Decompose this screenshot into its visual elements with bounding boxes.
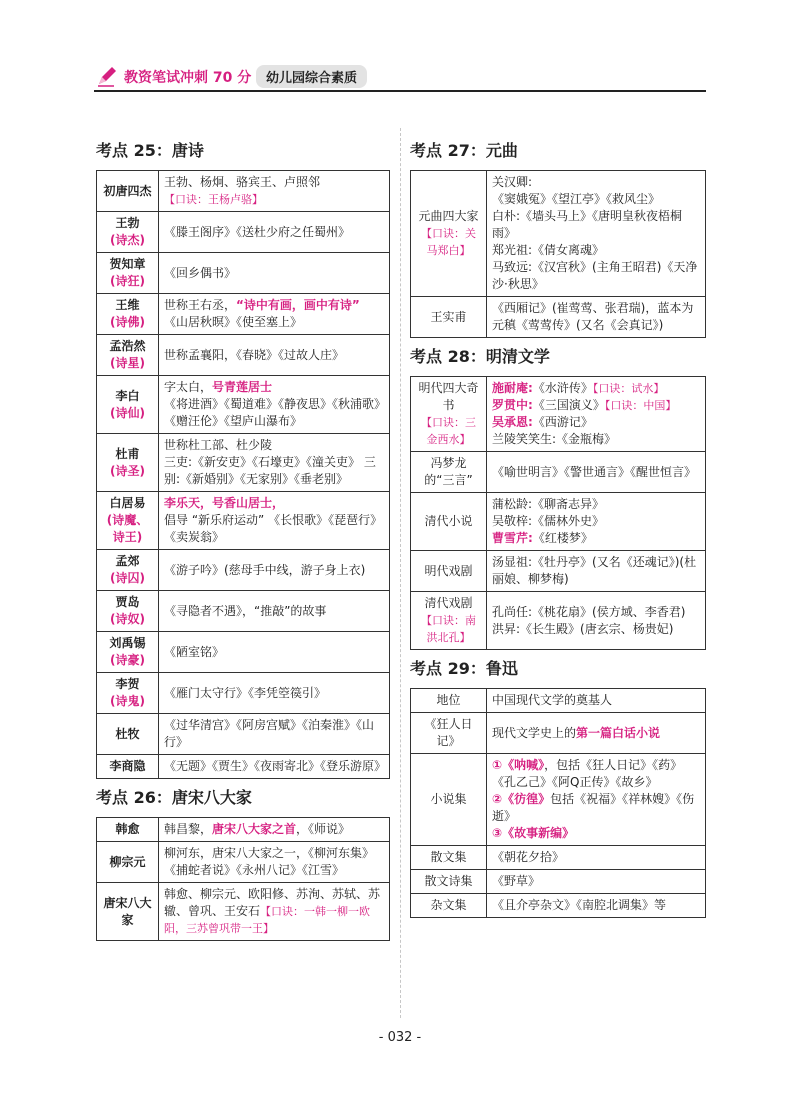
poet-name: 杜牧: [115, 726, 140, 741]
poet-title: (诗狂): [110, 274, 145, 288]
works: 《倩女离魂》: [532, 243, 605, 257]
row-label: [97, 294, 159, 335]
works: 《三国演义》: [532, 398, 605, 412]
poet-title: (诗豪): [110, 653, 145, 667]
poet-name: 贾岛: [115, 595, 140, 609]
table-row: [97, 434, 390, 492]
table-row: [97, 883, 390, 941]
row-label: 柳宗元: [97, 842, 159, 883]
text: 世称杜工部、杜少陵: [164, 438, 273, 452]
column-divider: [400, 128, 401, 1018]
section-25-title: 考点 25：唐诗: [96, 141, 204, 160]
row-label: 王实甫: [411, 297, 487, 338]
row-label: [97, 492, 159, 550]
row-label: 杂文集: [411, 894, 487, 918]
author: 吴敬梓:: [492, 514, 533, 528]
text: ，包括《狂人日记》《药》《孔乙己》《阿Q正传》《故乡》: [492, 758, 683, 789]
works: 《桃花扇》(侯方域、李香君): [532, 604, 686, 619]
row-label: 明代戏剧: [411, 551, 487, 592]
page-header: [94, 62, 706, 92]
poet-name: 王勃: [115, 216, 140, 230]
poet-title: (诗佛): [110, 315, 145, 329]
poet-name: 初唐四杰: [103, 183, 152, 198]
row-content: 《西厢记》(崔莺莺、张君瑞)，蓝本为元稹《莺莺传》(又名《会真记》): [487, 297, 706, 338]
mnemonic: 【口诀：南洪北孔】: [421, 614, 476, 644]
section-26-title: 考点 26：唐宋八大家: [96, 788, 252, 807]
text: 《滕王阁序》《送杜少府之任蜀州》: [164, 224, 351, 239]
poet-name: 王维: [115, 298, 140, 312]
author: 洪昇:: [492, 621, 521, 636]
poet-title: (诗杰): [110, 233, 145, 247]
table-row: [97, 591, 390, 632]
row-content: [159, 673, 390, 714]
text: 《无题》《贾生》《夜雨寄北》《登乐游原》: [164, 759, 387, 773]
list-item: [492, 174, 700, 208]
row-label: [97, 434, 159, 492]
table-row: [411, 171, 706, 297]
row-label: [97, 550, 159, 591]
author: 施耐庵:: [492, 381, 533, 395]
right-column: [410, 140, 706, 918]
list-item: [492, 380, 700, 397]
poet-title: (诗仙): [110, 405, 145, 420]
list-item: [492, 242, 700, 259]
table-row: [411, 493, 706, 551]
table-row: [97, 755, 390, 779]
table-row: [97, 673, 390, 714]
text: 《回乡偶书》: [164, 265, 237, 280]
works: 《西游记》: [532, 415, 593, 429]
row-content: 《朝花夕拾》: [487, 846, 706, 870]
header-rule: [94, 90, 706, 92]
author: 曹雪芹:: [492, 531, 533, 545]
poet-title: (诗鬼): [110, 694, 145, 708]
poet-name: 孟浩然: [109, 339, 146, 353]
text: 韩愈、柳宗元、欧阳修、苏洵、苏轼、苏辙、曾巩、王安石: [164, 887, 381, 918]
row-label: 韩愈: [97, 818, 159, 842]
mnemonic: 【口诀：王杨卢骆】: [164, 193, 263, 206]
page-number: - 032 -: [378, 1030, 422, 1045]
table-row: [97, 818, 390, 842]
table-row: [411, 713, 706, 754]
list-item: [492, 397, 700, 414]
text: 世称王右丞，: [164, 298, 237, 312]
tang-poetry-table: [96, 170, 390, 779]
author: 白朴:: [492, 209, 521, 223]
row-content: [159, 714, 390, 755]
table-row: [411, 592, 706, 650]
text: 王勃、杨炯、骆宾王、卢照邻: [164, 175, 321, 189]
works: 《汉宫秋》(主角王昭君)《天净沙·秋思》: [492, 260, 698, 291]
list-item: [492, 259, 700, 293]
row-content: [487, 592, 706, 650]
text: 《陋室铭》: [164, 644, 225, 659]
text: 倡导 “新乐府运动” 《长恨歌》《琵琶行》《卖炭翁》: [164, 513, 383, 544]
text: 三吏:《新安吏》《石壕吏》《潼关吏》 三别:《新婚别》《无家别》《垂老别》: [164, 455, 376, 486]
table-row: [411, 377, 706, 452]
row-label: [97, 171, 159, 212]
list-item: [492, 208, 700, 242]
highlight: 第一篇白话小说: [576, 725, 661, 740]
table-row: [97, 714, 390, 755]
works: 《墙头马上》《唐明皇秋夜梧桐雨》: [492, 209, 683, 240]
table-row: [97, 632, 390, 673]
text: 《游子吟》(慈母手中线，游子身上衣): [164, 562, 366, 577]
table-row: [97, 492, 390, 550]
line: [492, 791, 700, 825]
row-content: [159, 492, 390, 550]
row-label: 唐宋八大家: [97, 883, 159, 941]
row-label: 清代小说: [411, 493, 487, 551]
table-row: [411, 894, 706, 918]
poet-title: (诗星): [110, 356, 145, 370]
ming-qing-table: [410, 376, 706, 650]
author: 郑光祖:: [492, 243, 533, 257]
highlight: 号青莲居士: [212, 380, 273, 394]
row-label: [97, 673, 159, 714]
row-content: [487, 754, 706, 846]
group-label: 清代戏剧: [424, 596, 473, 610]
table-row: [97, 212, 390, 253]
row-label: [411, 171, 487, 297]
section-29-title: 考点 29：鲁迅: [410, 659, 518, 678]
row-label: [97, 755, 159, 779]
text: 韩昌黎，: [164, 822, 213, 836]
row-content: [159, 842, 390, 883]
row-label: [97, 212, 159, 253]
works: 《水浒传》: [532, 381, 593, 395]
poet-name: 杜甫: [115, 446, 140, 461]
table-row: [97, 171, 390, 212]
author: 关汉卿:: [492, 175, 533, 189]
row-label: [97, 253, 159, 294]
poet-title: (诗囚): [110, 571, 145, 585]
list-item: [492, 513, 700, 530]
poet-title: (诗圣): [110, 463, 145, 478]
row-label: [97, 335, 159, 376]
eight-masters-table: [96, 817, 390, 941]
author: 蒲松龄:: [492, 497, 533, 511]
table-row: [97, 294, 390, 335]
poet-title: (诗魔、诗王): [106, 513, 149, 544]
author: 马致远:: [492, 260, 533, 274]
works: 《窦娥冤》《望江亭》《救风尘》: [492, 192, 661, 206]
text: 世称孟襄阳，《春晓》《过故人庄》: [164, 347, 345, 362]
row-content: 中国现代文学的奠基人: [487, 689, 706, 713]
poet-name: 李商隐: [109, 759, 146, 773]
highlight: “诗中有画，画中有诗”: [236, 298, 360, 312]
section-27-title: 考点 27：元曲: [410, 141, 518, 160]
poet-name: 白居易: [109, 496, 146, 510]
row-content: [487, 171, 706, 297]
row-content: [159, 550, 390, 591]
table-row: [411, 689, 706, 713]
yuan-qu-table: [410, 170, 706, 338]
table-row: [411, 551, 706, 592]
row-content: [159, 632, 390, 673]
works: 《聊斋志异》: [532, 497, 605, 511]
row-content: 《喻世明言》《警世通言》《醒世恒言》: [487, 452, 706, 493]
row-content: [487, 713, 706, 754]
row-label: [97, 714, 159, 755]
row-content: [159, 591, 390, 632]
table-row: [97, 376, 390, 434]
row-content: [159, 755, 390, 779]
table-row: [97, 550, 390, 591]
list-item: [492, 604, 700, 621]
works: 《金瓶梅》: [556, 432, 617, 446]
text: 包括《祝福》《祥林嫂》《伤逝》: [492, 792, 695, 823]
highlight: ③《故事新编》: [492, 826, 575, 840]
row-content: [159, 883, 390, 941]
highlight: ②《彷徨》: [492, 792, 551, 806]
row-content: 汤显祖:《牡丹亭》(又名《还魂记》)(杜丽娘、柳梦梅): [487, 551, 706, 592]
author: 吴承恩:: [492, 415, 533, 429]
table-row: [411, 754, 706, 846]
mnemonic: 【口诀：一韩一柳一欧阳，三苏曾巩带一王】: [164, 905, 371, 935]
row-label: [411, 377, 487, 452]
poet-title: (诗奴): [110, 612, 145, 626]
row-content: [159, 212, 390, 253]
text: 《山居秋暝》《使至塞上》: [164, 315, 303, 329]
row-content: [159, 376, 390, 434]
author: 罗贯中:: [492, 398, 533, 412]
table-row: [97, 842, 390, 883]
poet-name: 贺知章: [109, 257, 146, 271]
mnemonic: 【口诀：中国】: [604, 399, 677, 412]
row-content: [159, 434, 390, 492]
left-column: [96, 140, 390, 941]
mnemonic: 【口诀：试水】: [592, 382, 665, 395]
list-item: [492, 621, 700, 638]
row-label: [97, 591, 159, 632]
section-28-title: 考点 28：明清文学: [410, 347, 550, 366]
row-label: 小说集: [411, 754, 487, 846]
table-row: [97, 253, 390, 294]
poet-name: 李贺: [115, 677, 140, 691]
table-row: [411, 297, 706, 338]
pencil-icon: [96, 65, 118, 87]
header-title: 教资笔试冲刺 70 分: [124, 70, 252, 86]
row-content: 《野草》: [487, 870, 706, 894]
row-label: 冯梦龙的“三言”: [411, 452, 487, 493]
poet-name: 刘禹锡: [109, 636, 146, 650]
row-label: [97, 632, 159, 673]
text: 《过华清宫》《阿房宫赋》《泊秦淮》《山行》: [164, 718, 375, 749]
row-label: [411, 592, 487, 650]
row-label: 《狂人日记》: [411, 713, 487, 754]
highlight: 李乐天，号香山居士，: [164, 496, 285, 510]
works: 《儒林外史》: [532, 514, 605, 528]
text: 《将进酒》《蜀道难》《静夜思》《秋浦歌》《赠汪伦》《望庐山瀑布》: [164, 397, 381, 428]
list-item: [492, 496, 700, 513]
row-content: [159, 818, 390, 842]
table-row: [411, 452, 706, 493]
text: 《雁门太守行》《李凭箜篌引》: [164, 685, 327, 700]
table-row: [97, 335, 390, 376]
row-label: 散文集: [411, 846, 487, 870]
mnemonic: 【口诀：三金西水】: [421, 416, 476, 446]
mnemonic: 【口诀：关马郑白】: [421, 227, 476, 257]
row-content: [159, 253, 390, 294]
text: 柳河东，唐宋八大家之一，《柳河东集》《捕蛇者说》《永州八记》《江雪》: [164, 846, 375, 877]
list-item: [492, 530, 700, 547]
list-item: [492, 414, 700, 431]
row-content: [159, 171, 390, 212]
row-content: [487, 493, 706, 551]
highlight: 唐宋八大家之首: [212, 822, 297, 836]
row-content: 《且介亭杂文》《南腔北调集》等: [487, 894, 706, 918]
row-label: 散文诗集: [411, 870, 487, 894]
row-content: [159, 294, 390, 335]
text: 字太白，: [164, 380, 213, 394]
text: ，《师说》: [296, 822, 351, 836]
author: 兰陵笑笑生:: [492, 432, 557, 446]
lu-xun-table: [410, 688, 706, 918]
works: 《红楼梦》: [532, 531, 593, 545]
table-row: [411, 846, 706, 870]
row-content: [159, 335, 390, 376]
works: 《长生殿》(唐玄宗、杨贵妃): [520, 621, 674, 636]
author: 孔尚任:: [492, 604, 533, 619]
poet-name: 孟郊: [115, 554, 140, 568]
table-row: [411, 870, 706, 894]
group-label: 明代四大奇书: [418, 381, 479, 412]
row-content: [487, 377, 706, 452]
row-label: [97, 376, 159, 434]
row-label: 地位: [411, 689, 487, 713]
group-label: 元曲四大家: [418, 209, 479, 223]
poet-name: 李白: [115, 388, 140, 403]
highlight: ①《呐喊》: [492, 758, 545, 772]
text: 《寻隐者不遇》，“推敲”的故事: [164, 603, 327, 618]
header-tag: 幼儿园综合素质: [256, 65, 367, 88]
text: 现代文学史上的: [492, 725, 577, 740]
list-item: [492, 431, 700, 448]
